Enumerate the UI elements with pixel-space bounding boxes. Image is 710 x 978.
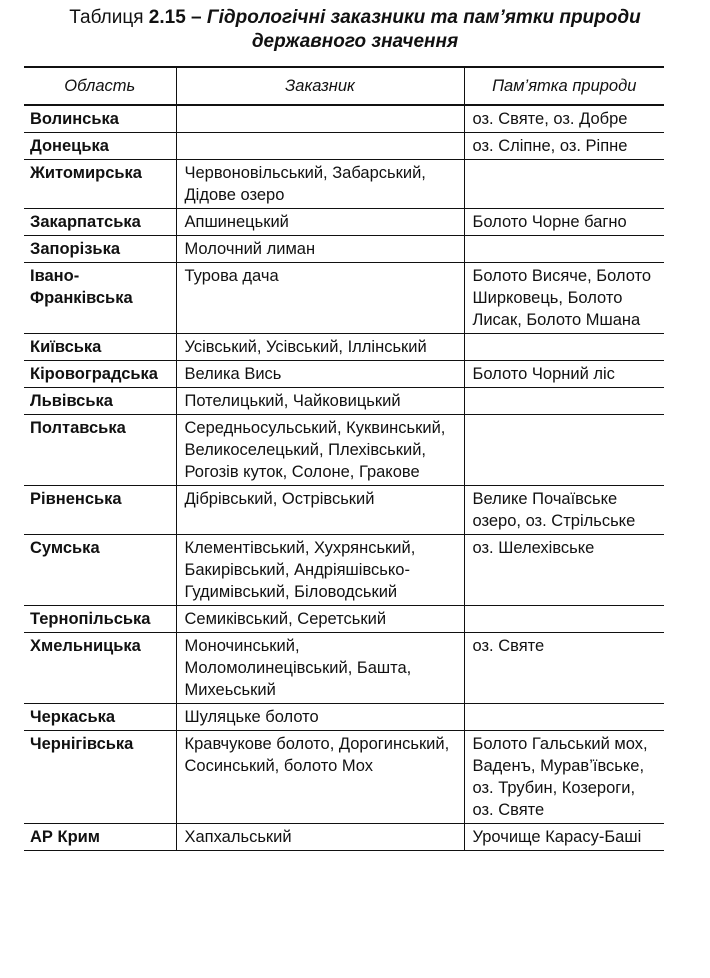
reserve-cell: Дібрівський, Острівський (176, 486, 464, 535)
table-row (24, 105, 664, 133)
monument-cell: оз. Сліпне, оз. Ріпне (464, 133, 664, 160)
table-row (24, 704, 664, 731)
reserve-cell: Усівський, Усівський, Іллінський (176, 334, 464, 361)
table-row (24, 236, 664, 263)
caption-title-line1: Гідрологічні заказники та пам’ятки природи (206, 7, 641, 28)
reserve-cell (176, 105, 464, 133)
region-cell: Чернігівська (24, 731, 176, 824)
region-cell: Сумська (24, 535, 176, 606)
monument-cell (464, 606, 664, 633)
monument-cell (464, 388, 664, 415)
monument-cell: Болото Висяче, Болото Ширковець, Болото Лисак, Болото Мшана (464, 263, 664, 334)
reserve-cell: Кравчукове болото, Дорогинський, Сосинський, болото Мох (176, 731, 464, 824)
monument-cell: Велике Почаївське озеро, оз. Стрільське (464, 486, 664, 535)
reserve-cell: Шуляцьке болото (176, 704, 464, 731)
header-reserve: Заказник (176, 67, 464, 105)
region-cell: Івано-Франківська (24, 263, 176, 334)
reserves-table (24, 66, 664, 851)
table-row (24, 415, 664, 486)
reserve-cell: Хапхальський (176, 824, 464, 851)
reserve-cell: Моночинський, Моломолинецівський, Башта, Михеьський (176, 633, 464, 704)
reserve-cell: Червоновільський, Забарський, Дідове озеро (176, 160, 464, 209)
table-row (24, 606, 664, 633)
table-row (24, 824, 664, 851)
monument-cell: оз. Шелехівське (464, 535, 664, 606)
header-monument: Пам’ятка природи (464, 67, 664, 105)
table-row (24, 209, 664, 236)
reserve-cell: Велика Вись (176, 361, 464, 388)
region-cell: Волинська (24, 105, 176, 133)
table-row (24, 535, 664, 606)
region-cell: Київська (24, 334, 176, 361)
monument-cell: оз. Святе (464, 633, 664, 704)
reserve-cell: Апшинецький (176, 209, 464, 236)
caption-dash: – (191, 7, 202, 28)
monument-cell: оз. Святе, оз. Добре (464, 105, 664, 133)
monument-cell (464, 704, 664, 731)
caption-number: 2.15 (148, 7, 186, 28)
monument-cell: Болото Чорний ліс (464, 361, 664, 388)
table-caption (0, 6, 710, 54)
region-cell: Донецька (24, 133, 176, 160)
table-row (24, 160, 664, 209)
monument-cell: Болото Гальський мох, Ваденъ, Мурав’ївське, оз. Трубин, Козероги, оз. Святе (464, 731, 664, 824)
table-row (24, 633, 664, 704)
reserve-cell: Потелицький, Чайковицький (176, 388, 464, 415)
caption-title-line2: державного значення (251, 31, 459, 52)
table-header-row (24, 67, 664, 105)
table-row (24, 263, 664, 334)
region-cell: АР Крим (24, 824, 176, 851)
region-cell: Черкаська (24, 704, 176, 731)
region-cell: Житомирська (24, 160, 176, 209)
region-cell: Полтавська (24, 415, 176, 486)
monument-cell (464, 160, 664, 209)
table-row (24, 361, 664, 388)
caption-lead: Таблиця (69, 7, 144, 28)
reserve-cell (176, 133, 464, 160)
region-cell: Львівська (24, 388, 176, 415)
region-cell: Хмельницька (24, 633, 176, 704)
table-row (24, 388, 664, 415)
region-cell: Запорізька (24, 236, 176, 263)
header-region: Область (24, 67, 176, 105)
reserve-cell: Турова дача (176, 263, 464, 334)
table-row (24, 334, 664, 361)
table-row (24, 486, 664, 535)
monument-cell (464, 236, 664, 263)
reserve-cell: Клементівський, Хухрянський, Бакирівський, Андріяшівсько-Гудимівський, Біловодський (176, 535, 464, 606)
reserve-cell: Семиківський, Серетський (176, 606, 464, 633)
table-row (24, 133, 664, 160)
monument-cell (464, 415, 664, 486)
region-cell: Тернопільська (24, 606, 176, 633)
monument-cell: Болото Чорне багно (464, 209, 664, 236)
region-cell: Рівненська (24, 486, 176, 535)
region-cell: Закарпатська (24, 209, 176, 236)
region-cell: Кіровоградська (24, 361, 176, 388)
table-row (24, 731, 664, 824)
monument-cell (464, 334, 664, 361)
reserve-cell: Середньосульський, Куквинський, Великоселецький, Плехівський, Рогозів куток, Солоне, Гракове (176, 415, 464, 486)
reserve-cell: Молочний лиман (176, 236, 464, 263)
monument-cell: Урочище Карасу-Баші (464, 824, 664, 851)
